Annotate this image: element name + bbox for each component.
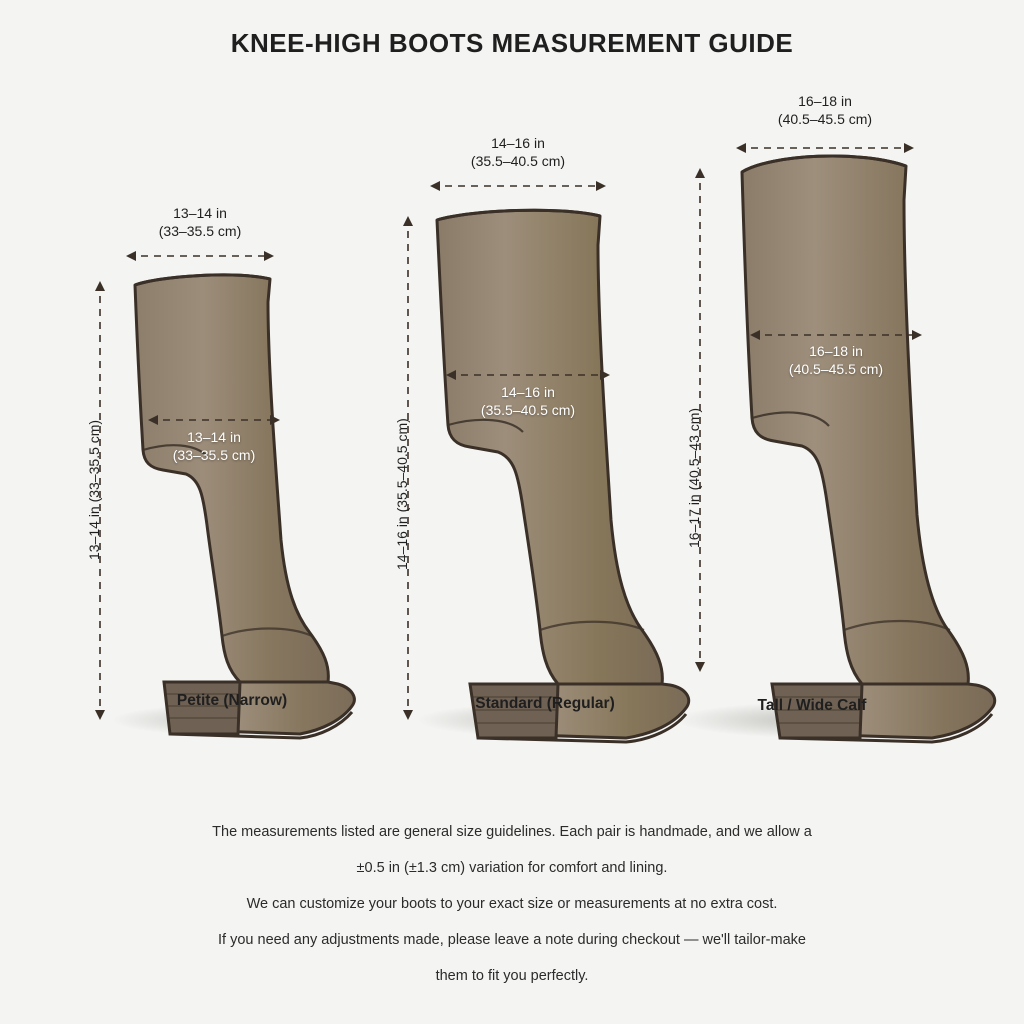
tall-calf-label: 16–18 in (40.5–45.5 cm) [788,343,884,377]
petite-height-label: 13–14 in (33–35.5 cm) [86,419,102,560]
boot-shaft-standard [437,210,662,684]
page-title: KNEE-HIGH BOOTS MEASUREMENT GUIDE [230,28,794,58]
footnotes [0,822,1024,1002]
standard-calf-label: 14–16 in (35.5–40.5 cm) [480,384,576,418]
boot-petite [112,275,354,738]
standard-height-label: 14–16 in (35.5–40.5 cm) [394,418,410,570]
petite-top-width-label: 13–14 in (33–35.5 cm) [158,205,242,239]
column-label-tall-wide: Tall / Wide Calf [757,697,867,714]
column-label-petite: Petite (Narrow) [176,692,288,709]
boot-standard [417,210,689,742]
tall-height-label: 16–17 in (40.5–43 cm) [686,407,702,548]
boot-shaft-tall [742,156,968,684]
footnote-line-3: We can customize your boots to your exact size or measurements at no extra cost. [246,896,778,912]
boot-diagram-stage [0,70,1024,800]
tall-top-width-label: 16–18 in (40.5–45.5 cm) [777,93,873,127]
petite-calf-label: 13–14 in (33–35.5 cm) [172,429,256,463]
boot-shaft-petite [135,275,328,682]
footnote-line-5: them to fit you perfectly. [435,968,589,984]
footnote-line-1: The measurements listed are general size guidelines. Each pair is handmade, and we allow a [212,824,812,840]
column-label-standard: Standard (Regular) [475,695,615,712]
standard-top-width-label: 14–16 in (35.5–40.5 cm) [470,135,566,169]
boot-tall-wide [676,156,995,742]
footnote-line-2: ±0.5 in (±1.3 cm) variation for comfort and lining. [356,860,668,876]
footnote-line-4: If you need any adjustments made, please leave a note during checkout — we'll tailor-make [218,932,806,948]
